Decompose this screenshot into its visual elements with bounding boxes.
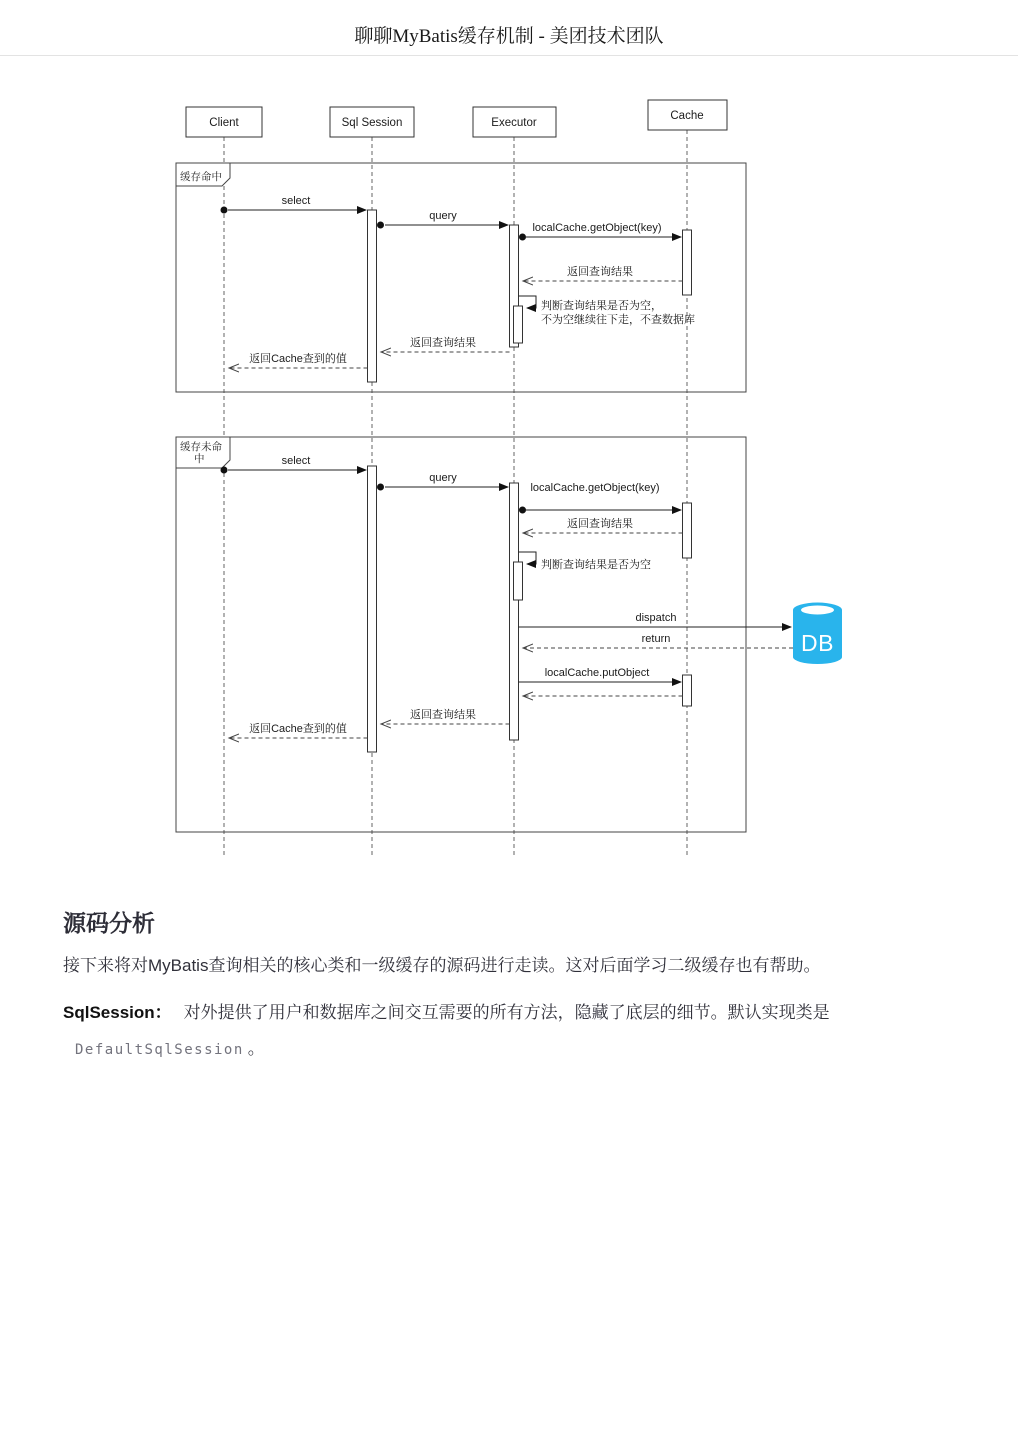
actor-cache-label: Cache [670,110,704,122]
msg-select-label: select [281,195,311,207]
msg-dispatch-label: dispatch [635,612,677,624]
actor-headers [186,100,727,137]
msg-judge-label-line2: 不为空继续往下走，不查数据库 [541,314,695,326]
msg-select2-label: select [281,455,311,467]
msg-judge2-label: 判断查询结果是否为空 [541,559,651,571]
msg-start-dot [519,234,526,241]
activation-executor-nested-1 [514,306,523,343]
msg-return-result2-label: 返回查询结果 [410,337,476,349]
msg-getobject2-label: localCache.getObject(key) [530,482,660,494]
frame2-title-line2: 中 [194,453,205,465]
activation-sqlsession-2 [368,466,377,752]
frame-cache-hit [176,163,746,392]
msg-getobject-label: localCache.getObject(key) [532,222,662,234]
msg-return-cache2-label: 返回Cache查到的值 [249,723,347,735]
term-description: 对外提供了用户和数据库之间交互需要的所有方法，隐藏了底层的细节。默认实现类是 [183,1003,830,1022]
inline-code-line [75,1034,265,1059]
article-paragraph: 接下来将对MyBatis查询相关的核心类和一级缓存的源码进行走读。这对后面学习二级缓存也有帮助。 [63,956,821,975]
activation-cache-2 [683,503,692,558]
activation-cache-3 [683,675,692,706]
section-heading: 源码分析 [63,910,155,936]
frame2-title-line1: 缓存未命 [180,441,222,453]
frame-cache-miss [176,437,793,832]
actor-sqlsession-label: Sql Session [341,117,403,129]
actor-client-label: Client [209,117,239,129]
code-suffix: 。 [247,1039,265,1058]
activation-cache-1 [683,230,692,295]
database-icon [793,603,842,665]
msg-db-return-label: return [641,633,671,645]
page-title: 聊聊MyBatis缓存机制 - 美团技术团队 [354,26,664,47]
msg-start-dot [377,484,384,491]
db-cylinder-top-inner [801,606,834,615]
msg-judge-label-line1: 判断查询结果是否为空， [541,300,662,312]
actor-executor-label: Executor [491,117,537,129]
activation-sqlsession-1 [368,210,377,382]
msg-start-dot [519,507,526,514]
msg-query2-label: query [429,472,457,484]
msg-return-result4-label: 返回查询结果 [410,709,476,721]
frame1-title: 缓存命中 [180,171,222,183]
inline-code: DefaultSqlSession [75,1042,244,1058]
msg-return-result-label: 返回查询结果 [567,266,633,278]
msg-start-dot [221,467,228,474]
msg-start-dot [221,207,228,214]
msg-start-dot [377,222,384,229]
article-term-paragraph [63,998,963,1023]
activation-executor-nested-2 [514,562,523,600]
msg-query-label: query [429,210,457,222]
db-label: DB [801,630,834,656]
msg-return-cache-label: 返回Cache查到的值 [249,353,347,365]
msg-putobject-label: localCache.putObject [544,667,650,679]
activation-executor-2 [510,483,519,740]
msg-return-result3-label: 返回查询结果 [567,518,633,530]
term-name: SqlSession： [63,1003,172,1022]
